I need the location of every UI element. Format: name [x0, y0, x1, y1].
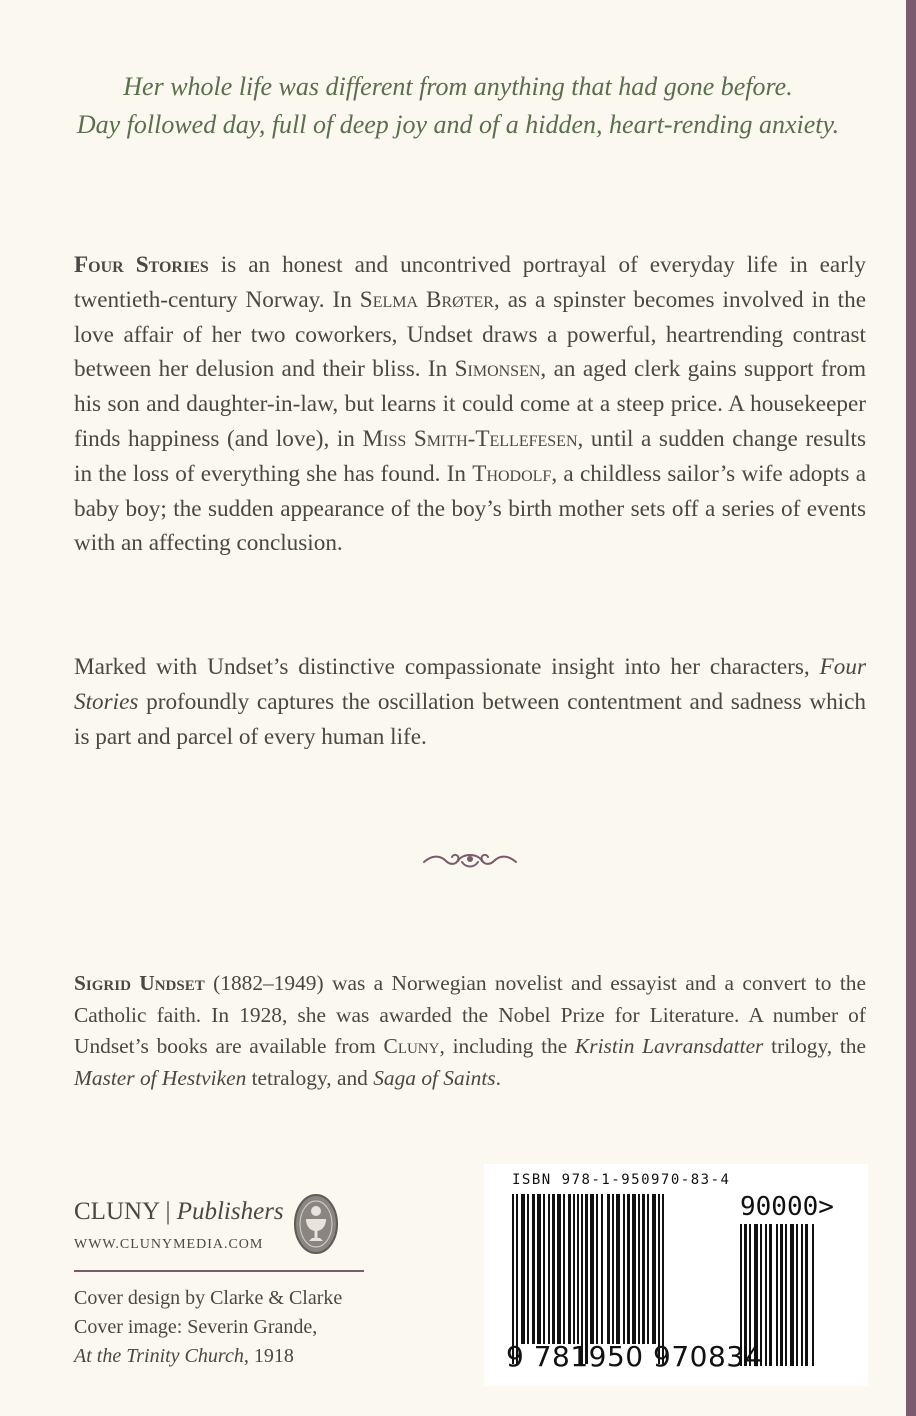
description-text: , as a spinster becomes involved in the love affair of her two coworkers, Undset draws a powerful, heartrending contrast between her delusion and their bliss. In — [74, 286, 866, 383]
flourish-ornament-icon — [422, 847, 518, 873]
work-title: Master of Hestviken — [74, 1065, 247, 1090]
barcode-bar — [607, 1194, 610, 1344]
description-text: profoundly captures the oscillation between contentment and sadness which is part and parcel of every human life. — [74, 688, 866, 750]
book-title-italic: Four Stories — [74, 654, 866, 715]
bio-text: , including the — [439, 1034, 575, 1058]
barcode-bar — [652, 1194, 656, 1344]
barcode-bar — [612, 1194, 614, 1344]
barcode-digits: 9 781950 970834 — [506, 1340, 763, 1373]
story-title-selma-broter: Selma Brøter — [359, 286, 494, 313]
barcode-bar — [543, 1194, 545, 1344]
barcode-bar — [616, 1194, 620, 1344]
artwork-year: , 1918 — [243, 1345, 294, 1367]
book-title: Four Stories — [74, 252, 209, 278]
barcode-bar — [537, 1194, 541, 1344]
barcode-bar — [658, 1194, 660, 1364]
barcode-bar — [568, 1194, 571, 1344]
barcode-bar — [627, 1194, 630, 1344]
credit-artwork-line — [74, 1342, 342, 1371]
barcode-bar — [563, 1194, 565, 1344]
barcode-bar — [805, 1224, 808, 1366]
barcode-bar — [585, 1194, 588, 1364]
barcode-bar — [780, 1224, 783, 1366]
barcode-bar — [552, 1194, 555, 1344]
description-paragraph-2 — [74, 650, 866, 754]
barcode-bar — [532, 1194, 535, 1344]
barcode-bar — [642, 1194, 645, 1344]
barcode-bar — [765, 1224, 767, 1366]
bio-text: . — [495, 1065, 501, 1090]
description-text: is an honest and uncontrived portrayal of everyday life in early twentieth-century Norway. In — [74, 252, 866, 313]
work-title: Saga of Saints — [373, 1065, 496, 1090]
barcode-bar — [632, 1194, 636, 1344]
description-text: , a childless sailor’s wife adopts a baby boy; the sudden appearance of the boy’s birth mother sets off a series of events with an affecting conclusion. — [74, 460, 866, 557]
isbn-barcode — [484, 1164, 868, 1386]
quote-line-1: Her whole life was different from anything that had gone before. — [123, 72, 793, 101]
barcode-bar — [623, 1194, 625, 1344]
price-addon-code: 90000> — [740, 1192, 834, 1222]
story-title-thodolf: Thodolf — [472, 460, 552, 487]
divider-rule — [74, 1270, 364, 1272]
bio-text: (1882–1949) was a Norwegian novelist and essayist and a convert to the Catholic faith. In 1928, she was awarded the Nobel Prize for Literature. A number of Undset’s books are available from — [74, 971, 866, 1058]
work-title: Kristin Lavransdatter — [574, 1034, 764, 1058]
publisher-website: WWW.CLUNYMEDIA.COM — [74, 1237, 264, 1252]
barcode-bar — [557, 1194, 561, 1344]
cover-credits — [74, 1284, 342, 1371]
epigraph-quote — [40, 68, 876, 144]
author-name: Sigrid Undset — [74, 971, 205, 995]
barcode-bar — [769, 1224, 772, 1366]
bio-text: tetralogy, and — [246, 1065, 374, 1090]
description-text: , until a sudden change results in the loss of everything she has found. In — [74, 425, 866, 487]
ean13-bars — [512, 1194, 720, 1364]
barcode-bar — [581, 1194, 583, 1364]
barcode-bar — [812, 1224, 814, 1366]
publisher-name: CLUNY — [74, 1198, 160, 1225]
description-paragraph-1 — [74, 248, 866, 561]
story-title-miss-smith-tellefesen: Miss Smith-Tellefesen — [362, 425, 578, 452]
credit-image: Cover image: Severin Grande, — [74, 1316, 318, 1338]
isbn-label: ISBN 978-1-950970-83-4 — [512, 1172, 731, 1188]
barcode-bar — [516, 1194, 518, 1364]
author-bio — [74, 968, 866, 1094]
publisher-name-inline: Cluny — [383, 1034, 440, 1058]
barcode-bar — [647, 1194, 649, 1344]
barcode-bar — [601, 1194, 603, 1344]
barcode-bar — [577, 1194, 579, 1344]
barcode-bar — [527, 1194, 529, 1344]
bio-text: trilogy, the — [763, 1034, 866, 1058]
barcode-bar — [776, 1224, 778, 1366]
description-text: , an aged clerk gains support from his son and daughter-in-law, but learns it could come at a steep price. A housekeeper finds happiness (and love), in — [74, 356, 867, 452]
description-text: Marked with Undset’s distinctive compassionate insight into her characters, — [74, 654, 820, 680]
barcode-bar — [596, 1194, 598, 1344]
barcode-bar — [548, 1194, 550, 1344]
barcode-bar — [801, 1224, 803, 1366]
publisher-separator: | — [159, 1198, 177, 1225]
spine-color-strip — [906, 0, 916, 1416]
barcode-bar — [512, 1194, 514, 1364]
credit-design: Cover design by Clarke & Clarke — [74, 1287, 343, 1309]
artwork-title: At the Trinity Church — [74, 1345, 244, 1367]
quote-line-2: Day followed day, full of deep joy and of a hidden, heart-rending anxiety. — [76, 110, 840, 139]
chalice-seal-icon — [293, 1193, 339, 1255]
barcode-bar — [785, 1224, 787, 1366]
publisher-suffix: Publishers — [176, 1198, 284, 1225]
story-title-simonsen: Simonsen — [454, 356, 541, 383]
barcode-bar — [590, 1194, 594, 1344]
publisher-logo-text — [74, 1198, 284, 1226]
barcode-bar — [573, 1194, 575, 1344]
barcode-bar — [521, 1194, 525, 1344]
barcode-bar — [662, 1194, 664, 1364]
barcode-bar — [796, 1224, 798, 1366]
barcode-bar — [638, 1194, 640, 1344]
barcode-bar — [790, 1224, 794, 1366]
